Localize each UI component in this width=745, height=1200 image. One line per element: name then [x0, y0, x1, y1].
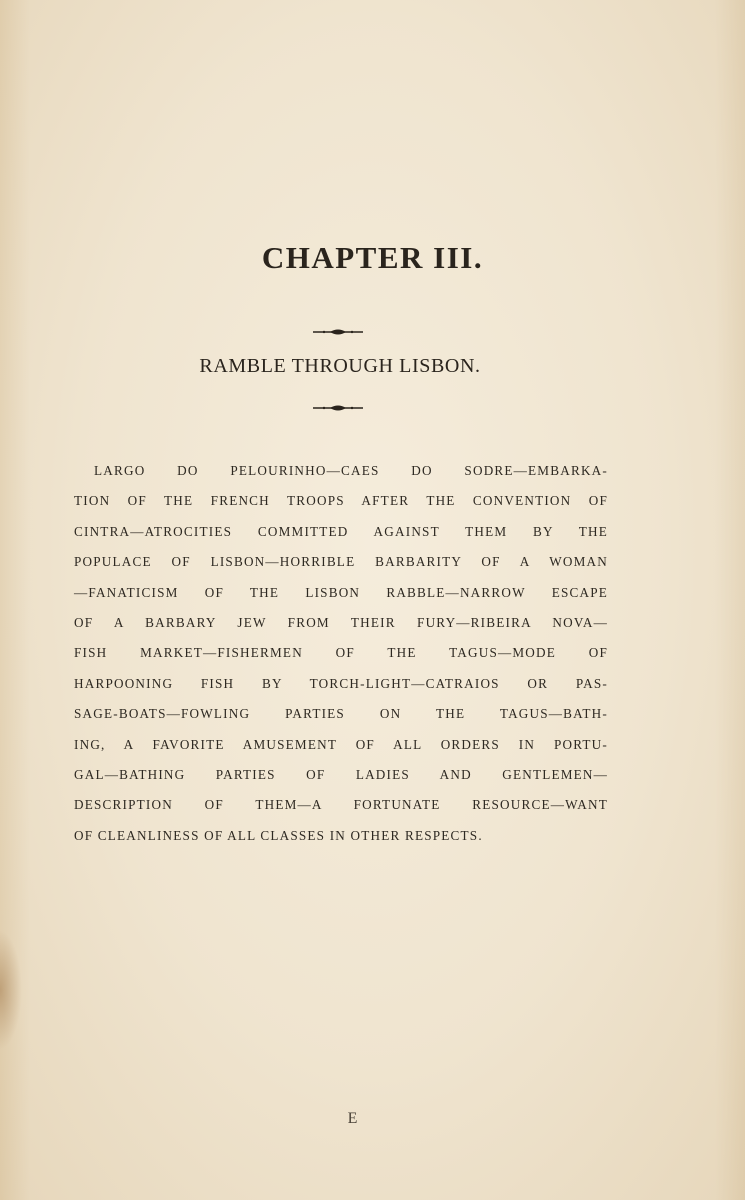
chapter-subtitle: RAMBLE THROUGH LISBON.: [199, 355, 481, 377]
summary-line: TION OF THE FRENCH TROOPS AFTER THE CONVENTION OF: [74, 493, 608, 509]
summary-line: DESCRIPTION OF THEM—A FORTUNATE RESOURCE—WANT: [74, 797, 608, 813]
chapter-summary: [74, 456, 608, 851]
summary-line: POPULACE OF LISBON—HORRIBLE BARBARITY OF A WOMAN: [74, 554, 608, 570]
ornament-divider-top-icon: [312, 327, 364, 337]
summary-line: CINTRA—ATROCITIES COMMITTED AGAINST THEM BY THE: [74, 523, 608, 539]
summary-line: —FANATICISM OF THE LISBON RABBLE—NARROW ESCAPE: [74, 584, 608, 600]
summary-line: LARGO DO PELOURINHO—CAES DO SODRE—EMBARKA-: [94, 463, 608, 478]
summary-line: FISH MARKET—FISHERMEN OF THE TAGUS—MODE OF: [74, 645, 608, 661]
summary-line: OF A BARBARY JEW FROM THEIR FURY—RIBEIRA NOVA—: [74, 614, 608, 630]
summary-line: ING, A FAVORITE AMUSEMENT OF ALL ORDERS IN PORTU-: [74, 736, 608, 752]
summary-line: HARPOONING FISH BY TORCH-LIGHT—CATRAIOS OR PAS-: [74, 675, 608, 691]
summary-line: SAGE-BOATS—FOWLING PARTIES ON THE TAGUS—BATH-: [74, 706, 608, 722]
summary-line: OF CLEANLINESS OF ALL CLASSES IN OTHER RESPECTS.: [74, 827, 483, 843]
summary-line: GAL—BATHING PARTIES OF LADIES AND GENTLEMEN—: [74, 766, 608, 782]
chapter-title: CHAPTER III.: [261, 240, 484, 275]
ornament-divider-bottom-icon: [312, 403, 364, 413]
signature-mark: E: [347, 1110, 358, 1127]
